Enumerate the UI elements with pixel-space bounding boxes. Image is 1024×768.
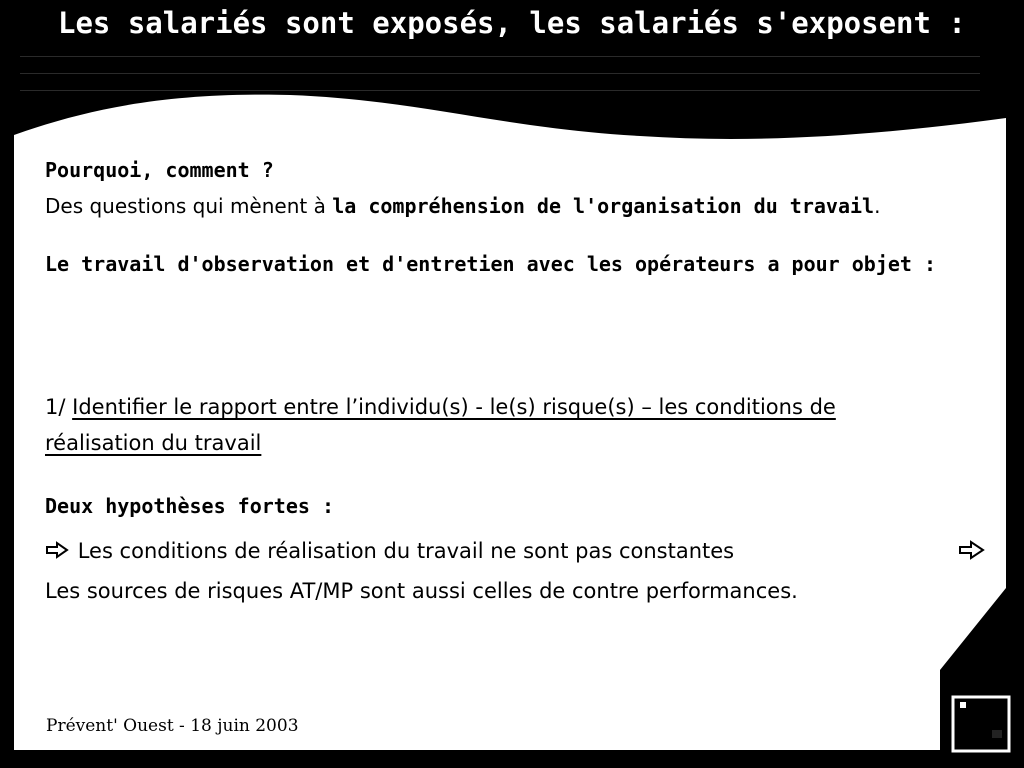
hollow-right-arrow-icon	[958, 540, 986, 560]
hypothesis-2: Les sources de risques AT/MP sont aussi celles de contre performances.	[45, 579, 798, 603]
point1-text-a: Identifier le rapport entre l’individu(s) - le(s) risque(s) – les conditions de	[72, 395, 836, 419]
slide-title: Les salariés sont exposés, les salariés s'exposent :	[58, 6, 966, 40]
objective-line: Le travail d'observation et d'entretien avec les opérateurs a pour objet :	[45, 252, 937, 276]
hypothesis-1-text: Les conditions de réalisation du travail ne sont pas constantes	[77, 539, 735, 563]
hypothesis-1	[45, 539, 734, 563]
hollow-right-arrow-icon	[45, 541, 71, 559]
point1-text-b: réalisation du travail	[45, 431, 262, 455]
footer-text: Prévent' Ouest - 18 juin 2003	[46, 716, 299, 736]
point1-prefix: 1/	[45, 395, 73, 419]
corner-logo-icon	[948, 692, 1014, 756]
hypotheses-heading: Deux hypothèses fortes :	[45, 494, 334, 518]
heading-pourquoi: Pourquoi, comment ?	[45, 158, 274, 182]
questions-period: .	[874, 194, 881, 218]
questions-text: Des questions qui mènent à	[45, 194, 333, 218]
point1-line-a	[45, 395, 836, 419]
questions-line	[45, 194, 880, 218]
content-panel	[14, 95, 1006, 750]
questions-emphasis: la compréhension de l'organisation du travail	[332, 194, 875, 218]
point1-line-b	[45, 431, 261, 455]
